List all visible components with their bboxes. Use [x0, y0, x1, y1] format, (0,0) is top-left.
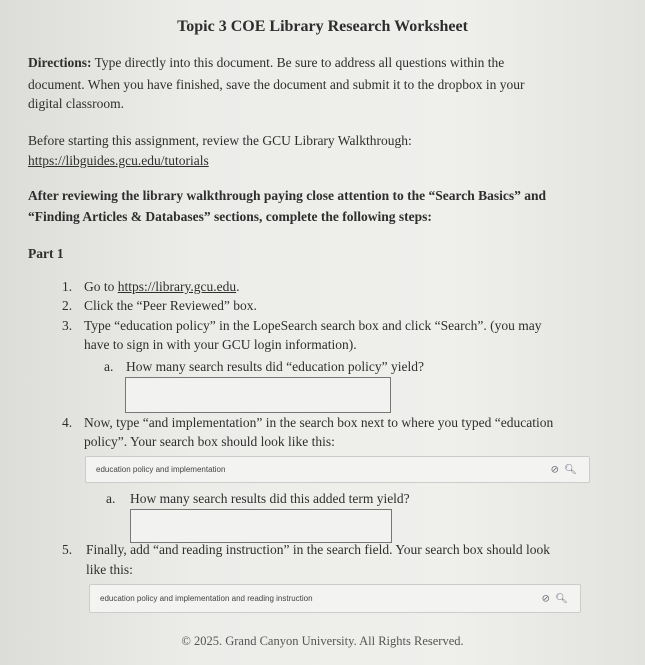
- search-text: education policy and implementation: [96, 465, 226, 474]
- directions-text: Type directly into this document. Be sure to address all questions within the: [91, 55, 505, 70]
- step-3a: How many search results did “education policy” yield?: [126, 359, 425, 374]
- after-line-2: “Finding Articles & Databases” sections, complete the following steps:: [28, 209, 432, 224]
- directions-line-2: document. When you have finished, save the document and submit it to the dropbox in your: [28, 77, 525, 92]
- step-3-line-1: Type “education policy” in the LopeSearch search box and click “Search”. (you may: [84, 318, 542, 333]
- after-line-1: After reviewing the library walkthrough paying close attention to the “Search Basics” and: [28, 188, 546, 203]
- before-text: Before starting this assignment, review the GCU Library Walkthrough:: [28, 133, 412, 148]
- search-box-example-2: [89, 584, 581, 613]
- step-text: .: [236, 279, 240, 294]
- directions-line-1: [28, 55, 504, 71]
- clear-icon: ⊘: [541, 593, 550, 604]
- step-number: a.: [106, 491, 116, 506]
- step-4-line-1: Now, type “and implementation” in the search box next to where you typed “education: [84, 415, 554, 430]
- step-number: a.: [104, 359, 114, 374]
- answer-box-4a[interactable]: [130, 509, 392, 543]
- search-text: education policy and implementation and reading instruction: [100, 594, 313, 603]
- step-number: 1.: [62, 279, 73, 294]
- search-icon: 🔍︎: [555, 593, 568, 604]
- step-5-line-1: Finally, add “and reading instruction” in the search field. Your search box should look: [86, 542, 551, 557]
- library-link[interactable]: https://library.gcu.edu: [117, 279, 237, 294]
- footer-copyright: © 2025. Grand Canyon University. All Rights Reserved.: [181, 634, 464, 648]
- step-number: 5.: [62, 542, 73, 557]
- directions-label: Directions:: [28, 55, 92, 70]
- search-box-example-1: [85, 456, 590, 483]
- step-number: 4.: [62, 415, 73, 430]
- step-3-line-2: have to sign in with your GCU login information).: [84, 337, 357, 352]
- page-title: Topic 3 COE Library Research Worksheet: [177, 18, 468, 35]
- step-number: 2.: [62, 298, 73, 313]
- clear-icon: ⊘: [550, 464, 559, 475]
- search-icon: 🔍︎: [564, 464, 577, 475]
- directions-line-3: digital classroom.: [28, 96, 124, 111]
- step-text: Go to: [84, 279, 118, 294]
- walkthrough-link[interactable]: https://libguides.gcu.edu/tutorials: [28, 153, 209, 168]
- step-number: 3.: [62, 318, 73, 333]
- step-2: Click the “Peer Reviewed” box.: [84, 298, 257, 313]
- step-1: [84, 279, 239, 295]
- step-4-line-2: policy”. Your search box should look like this:: [84, 434, 335, 449]
- step-4a: How many search results did this added term yield?: [130, 491, 410, 506]
- answer-box-3a[interactable]: [125, 377, 391, 413]
- step-5-line-2: like this:: [86, 562, 133, 577]
- part-heading: Part 1: [28, 246, 64, 261]
